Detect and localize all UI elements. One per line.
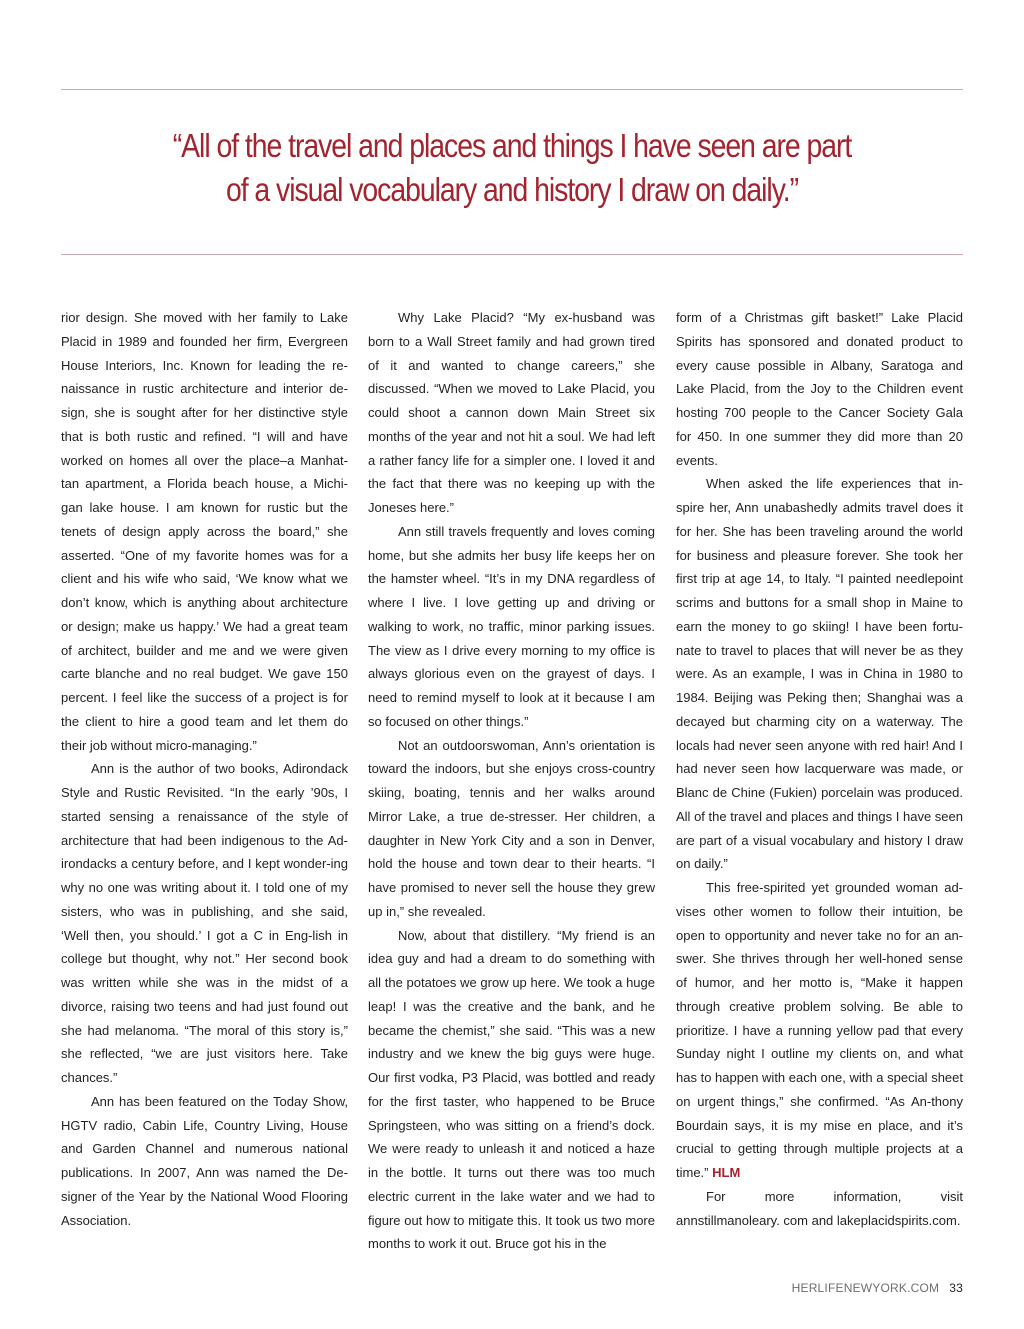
column-3 [676, 306, 963, 1232]
end-mark: HLM [712, 1165, 741, 1180]
paragraph: For more information, visit annstillmanoleary. com and lakeplacidspirits.com. [676, 1188, 963, 1228]
column-2 [368, 306, 655, 1256]
article-body [61, 306, 963, 1252]
bottom-divider [61, 254, 963, 255]
page-footer [792, 1281, 963, 1295]
column-1 [61, 306, 348, 1232]
pull-quote-line-2: of a visual vocabulary and history I draw on daily.” [225, 171, 799, 208]
paragraph: rior design. She moved with her family to Lake Placid in 1989 and founded her firm, Evergreen House Interiors, Inc. Known for leading the re-naissance in rustic architecture and interior de-sign, she is sought after for her distinctive style that is both rustic and refined. “I will and have worked on homes all over the place–a Manhat-tan apartment, a Florida beach house, a Michi-gan lake house. I am known for rustic but the tenets of design apply across the board,” she asserted. “One of my favorite homes was for a client and his wife who said, ‘We know what we don’t know, which is anything about architecture or design; make us happy.’ We had a great team of architect, builder and me and we were given carte blanche and no real budget. We gave 150 percent. I feel like the success of a project is for the client to hire a good team and let them do their job without micro-managing.” [61, 310, 348, 753]
paragraph-text: This free-spirited yet grounded woman ad-vises other women to follow their intuition, be open to opportunity and never take no for an an-swer. She thrives through her well-honed sense of humor, and her motto is, “Make it happen through creative problem solving. Be able to prioritize. I have a running yellow pad that every Sunday night I outline my clients on, and what has to happen with each one, with a special sheet on urgent things,” she confirmed. “As An-thony Bourdain says, it is my mise en place, and it’s crucial to getting through multiple projects at a time.” [676, 880, 963, 1180]
paragraph: Ann is the author of two books, Adirondack Style and Rustic Revisited. “In the early ’90s, I started sensing a renaissance of the style of architecture that had been indigenous to the Ad-irondacks a century before, and I kept wonder-ing why no one was writing about it. I told one of my sisters, who was in publishing, and she said, ‘Well then, you should.’ I got a C in Eng-lish in college but thought, why not.” Her second book was written while she was in the midst of a divorce, raising two teens and had just found out she had melanoma. “The moral of this story is,” she reflected, “we are just visitors here. Take chances.” [61, 761, 348, 1085]
page-number: 33 [949, 1281, 963, 1295]
paragraph: Now, about that distillery. “My friend is an idea guy and had a dream to do something with all the potatoes we grow up here. We took a huge leap! I was the creative and the bank, and he became the chemist,” she said. “This was a new industry and we knew the big guys were huge. Our first vodka, P3 Placid, was bottled and ready for the first taster, who happened to be Bruce Springsteen, who was sitting on a friend’s dock. We were ready to unleash it and noticed a haze in the bottle. It turns out there was too much electric current in the lake water and we had to figure out how to mitigate this. It took us two more months to work it out. Bruce got his in the [368, 927, 655, 1252]
top-divider [61, 89, 963, 90]
paragraph: Why Lake Placid? “My ex-husband was born to a Wall Street family and had grown tired of it and wanted to change careers,” she discussed. “When we moved to Lake Placid, you could shoot a cannon down Main Street six months of the year and not hit a soul. We had left a rather fancy life for a simpler one. I loved it and the fact that there was no keeping up with the Joneses here.” [368, 310, 655, 515]
paragraph: When asked the life experiences that in-spire her, Ann unabashedly admits travel does it for her. She has been traveling around the world for business and pleasure forever. She took her first trip at age 14, to Italy. “I painted needlepoint scrims and buttons for a small shop in Maine to earn the money to go skiing! I have been fortu-nate to travel to places that will never be as they were. As an example, I was in China in 1980 to 1984. Beijing was Peking then; Shanghai was a decayed but charming city on a waterway. The locals had never seen anyone with red hair! And I had never seen how lacquerware was made, or Blanc de Chine (Fukien) porcelain was produced. All of the travel and places and things I have seen are part of a visual vocabulary and history I draw on daily.” [676, 476, 963, 872]
paragraph-with-end-mark [676, 876, 963, 1185]
paragraph: form of a Christmas gift basket!” Lake Placid Spirits has sponsored and donated product to every cause possible in Albany, Saratoga and Lake Placid, from the Joy to the Children event hosting 700 people to the Cancer Society Gala for 450. In one summer they did more than 20 events. [676, 310, 963, 468]
pull-quote [124, 124, 900, 212]
paragraph: Not an outdoorswoman, Ann’s orientation is toward the indoors, but she enjoys cross-country skiing, boating, tennis and her walks around Mirror Lake, a true de-stresser. Her children, a daughter in New York City and a son in Denver, hold the house and town dear to their hearts. “I have promised to never sell the house they grew up in,” she revealed. [368, 737, 655, 919]
paragraph: Ann still travels frequently and loves coming home, but she admits her busy life keeps her on the hamster wheel. “It’s in my DNA regardless of where I live. I love getting up and driving or walking to work, no traffic, minor parking issues. The view as I drive every morning to my office is always glorious even on the grayest of days. I need to remind myself to look at it because I am so focused on other things.” [368, 523, 655, 729]
footer-site: HERLIFENEWYORK.COM [791, 1281, 940, 1295]
paragraph: Ann has been featured on the Today Show, HGTV radio, Cabin Life, Country Living, House and Garden Channel and numerous national publications. In 2007, Ann was named the De-signer of the Year by the National Wood Flooring Association. [61, 1093, 348, 1228]
pull-quote-line-1: “All of the travel and places and things I have seen are part [172, 127, 852, 164]
